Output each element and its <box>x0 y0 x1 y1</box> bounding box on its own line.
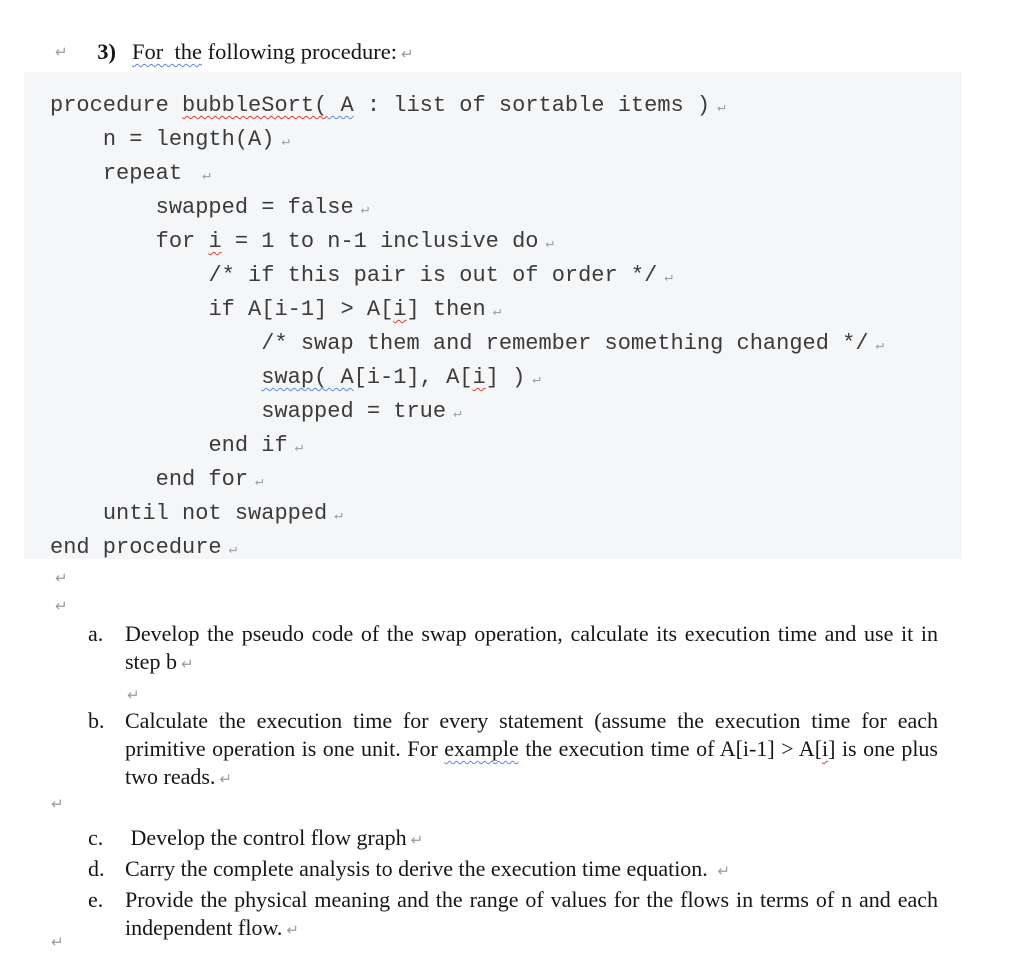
paragraph-mark: ↵ <box>545 236 554 252</box>
code-block <box>24 72 962 559</box>
paragraph-mark: ↵ <box>360 202 370 218</box>
paragraph-mark: ↵ <box>55 571 68 587</box>
text-segment: end if <box>208 433 288 458</box>
text-segment-wavy-red: i <box>208 229 222 254</box>
text-segment: end procedure <box>50 535 222 560</box>
code-indent <box>50 399 261 424</box>
paragraph-mark: ↵ <box>180 657 194 673</box>
paragraph-mark: ↵ <box>55 45 68 61</box>
question-item-text <box>125 707 944 794</box>
paragraph-mark: ↵ <box>717 100 726 116</box>
text-segment: ] is one plus two reads. <box>125 736 944 789</box>
code-indent <box>50 501 103 526</box>
code-line <box>50 294 954 328</box>
text-segment-wavy-red: i <box>822 736 829 761</box>
code-line <box>50 498 954 532</box>
text-segment-wavy-blue: For the <box>132 39 202 64</box>
text-segment-wavy-blue: example <box>444 736 519 761</box>
paragraph-mark: ↵ <box>219 772 232 788</box>
question-number: 3) <box>97 39 116 64</box>
code-line <box>50 464 954 498</box>
text-segment: Provide the physical meaning and the range of values for the flows in terms of n and each independent flow. <box>125 887 944 940</box>
question-item-b <box>88 707 944 794</box>
paragraph-mark: ↵ <box>286 923 299 939</box>
code-line <box>50 192 954 226</box>
empty-paragraph <box>88 679 938 707</box>
question-heading-text <box>132 39 414 64</box>
paragraph-mark: ↵ <box>453 406 462 422</box>
paragraph-mark: ↵ <box>334 508 343 524</box>
text-segment-wavy-blue: A <box>327 93 354 118</box>
code-line <box>50 158 954 192</box>
text-segment: ] then <box>406 297 486 322</box>
question-item-label: c. <box>88 825 104 850</box>
code-line <box>50 430 954 464</box>
text-segment-wavy-blue: swap( A <box>261 365 354 390</box>
code-indent <box>50 263 208 288</box>
question-item-label: e. <box>88 887 104 912</box>
code-indent <box>50 195 156 220</box>
paragraph-mark: ↵ <box>400 47 414 63</box>
text-segment: procedure <box>50 93 183 118</box>
code-line <box>50 396 954 430</box>
code-line <box>50 124 954 158</box>
text-segment: [i-1], A[ <box>353 365 473 390</box>
text-segment: if A[i-1] > A[ <box>208 297 394 322</box>
text-segment-wavy-red: bubbleSort( <box>182 93 328 118</box>
question-item-a <box>88 620 944 679</box>
question-item-e <box>88 886 944 945</box>
text-segment: end for <box>155 467 249 492</box>
code-indent <box>50 161 103 186</box>
paragraph-mark: ↵ <box>228 542 238 558</box>
text-segment: Develop the pseudo code of the swap operation, calculate its execution time and use it in step b <box>125 621 944 674</box>
code-indent <box>50 297 208 322</box>
paragraph-mark: ↵ <box>255 474 264 490</box>
text-segment: Calculate the execution time for every statement (assume the execution time for each primitive operation is one unit. For <box>125 708 944 761</box>
code-line <box>50 226 954 260</box>
paragraph-mark: ↵ <box>281 134 290 150</box>
question-item-text <box>125 824 938 855</box>
code-line <box>50 90 954 124</box>
question-item-text <box>125 886 944 945</box>
text-segment: /* swap them and remember something changed */ <box>261 331 869 356</box>
code-line <box>50 328 954 362</box>
text-segment: for <box>155 229 209 254</box>
text-segment: : list of sortable items ) <box>353 93 711 118</box>
code-indent <box>50 467 156 492</box>
text-segment: the execution time of A[i-1] > A[ <box>518 736 823 761</box>
text-segment: Carry the complete analysis to derive the execution time equation. <box>125 856 714 881</box>
question-item-text <box>125 855 938 886</box>
paragraph-mark: ↵ <box>127 688 140 704</box>
code-indent <box>50 229 156 254</box>
question-heading <box>86 7 414 70</box>
question-list <box>88 620 944 945</box>
code-indent <box>50 331 261 356</box>
text-segment-wavy-red: i <box>472 365 486 390</box>
code-indent <box>50 365 261 390</box>
question-item-label: d. <box>88 856 105 881</box>
paragraph-mark: ↵ <box>532 372 541 388</box>
paragraph-mark: ↵ <box>875 338 884 354</box>
question-item-d <box>88 855 938 886</box>
text-segment: = 1 to n-1 inclusive do <box>221 229 539 254</box>
paragraph-mark: ↵ <box>410 833 424 849</box>
paragraph-mark: ↵ <box>51 935 64 951</box>
text-segment: swapped = false <box>155 195 354 220</box>
code-line <box>50 260 954 294</box>
text-segment: repeat <box>102 161 196 186</box>
question-item-label: b. <box>88 708 105 733</box>
text-segment-wavy-red: i <box>393 297 407 322</box>
text-segment: n = length(A) <box>102 127 275 152</box>
code-indent <box>50 127 103 152</box>
paragraph-mark: ↵ <box>55 599 68 615</box>
text-segment: ] ) <box>485 365 526 390</box>
text-segment: following procedure: <box>202 39 397 64</box>
question-item-c <box>88 824 938 855</box>
question-item-label: a. <box>88 621 104 646</box>
code-line <box>50 532 954 566</box>
paragraph-mark: ↵ <box>492 304 502 320</box>
paragraph-mark: ↵ <box>717 864 730 880</box>
paragraph-mark: ↵ <box>51 797 64 813</box>
paragraph-mark: ↵ <box>664 270 673 286</box>
text-segment: /* if this pair is out of order */ <box>208 263 658 288</box>
text-segment: swapped = true <box>261 399 447 424</box>
text-segment: Develop the control flow graph <box>125 825 407 850</box>
question-item-text <box>125 620 944 679</box>
code-line <box>50 362 954 396</box>
code-indent <box>50 433 208 458</box>
text-segment: until not swapped <box>102 501 328 526</box>
paragraph-mark: ↵ <box>202 168 211 184</box>
paragraph-mark: ↵ <box>294 440 304 456</box>
